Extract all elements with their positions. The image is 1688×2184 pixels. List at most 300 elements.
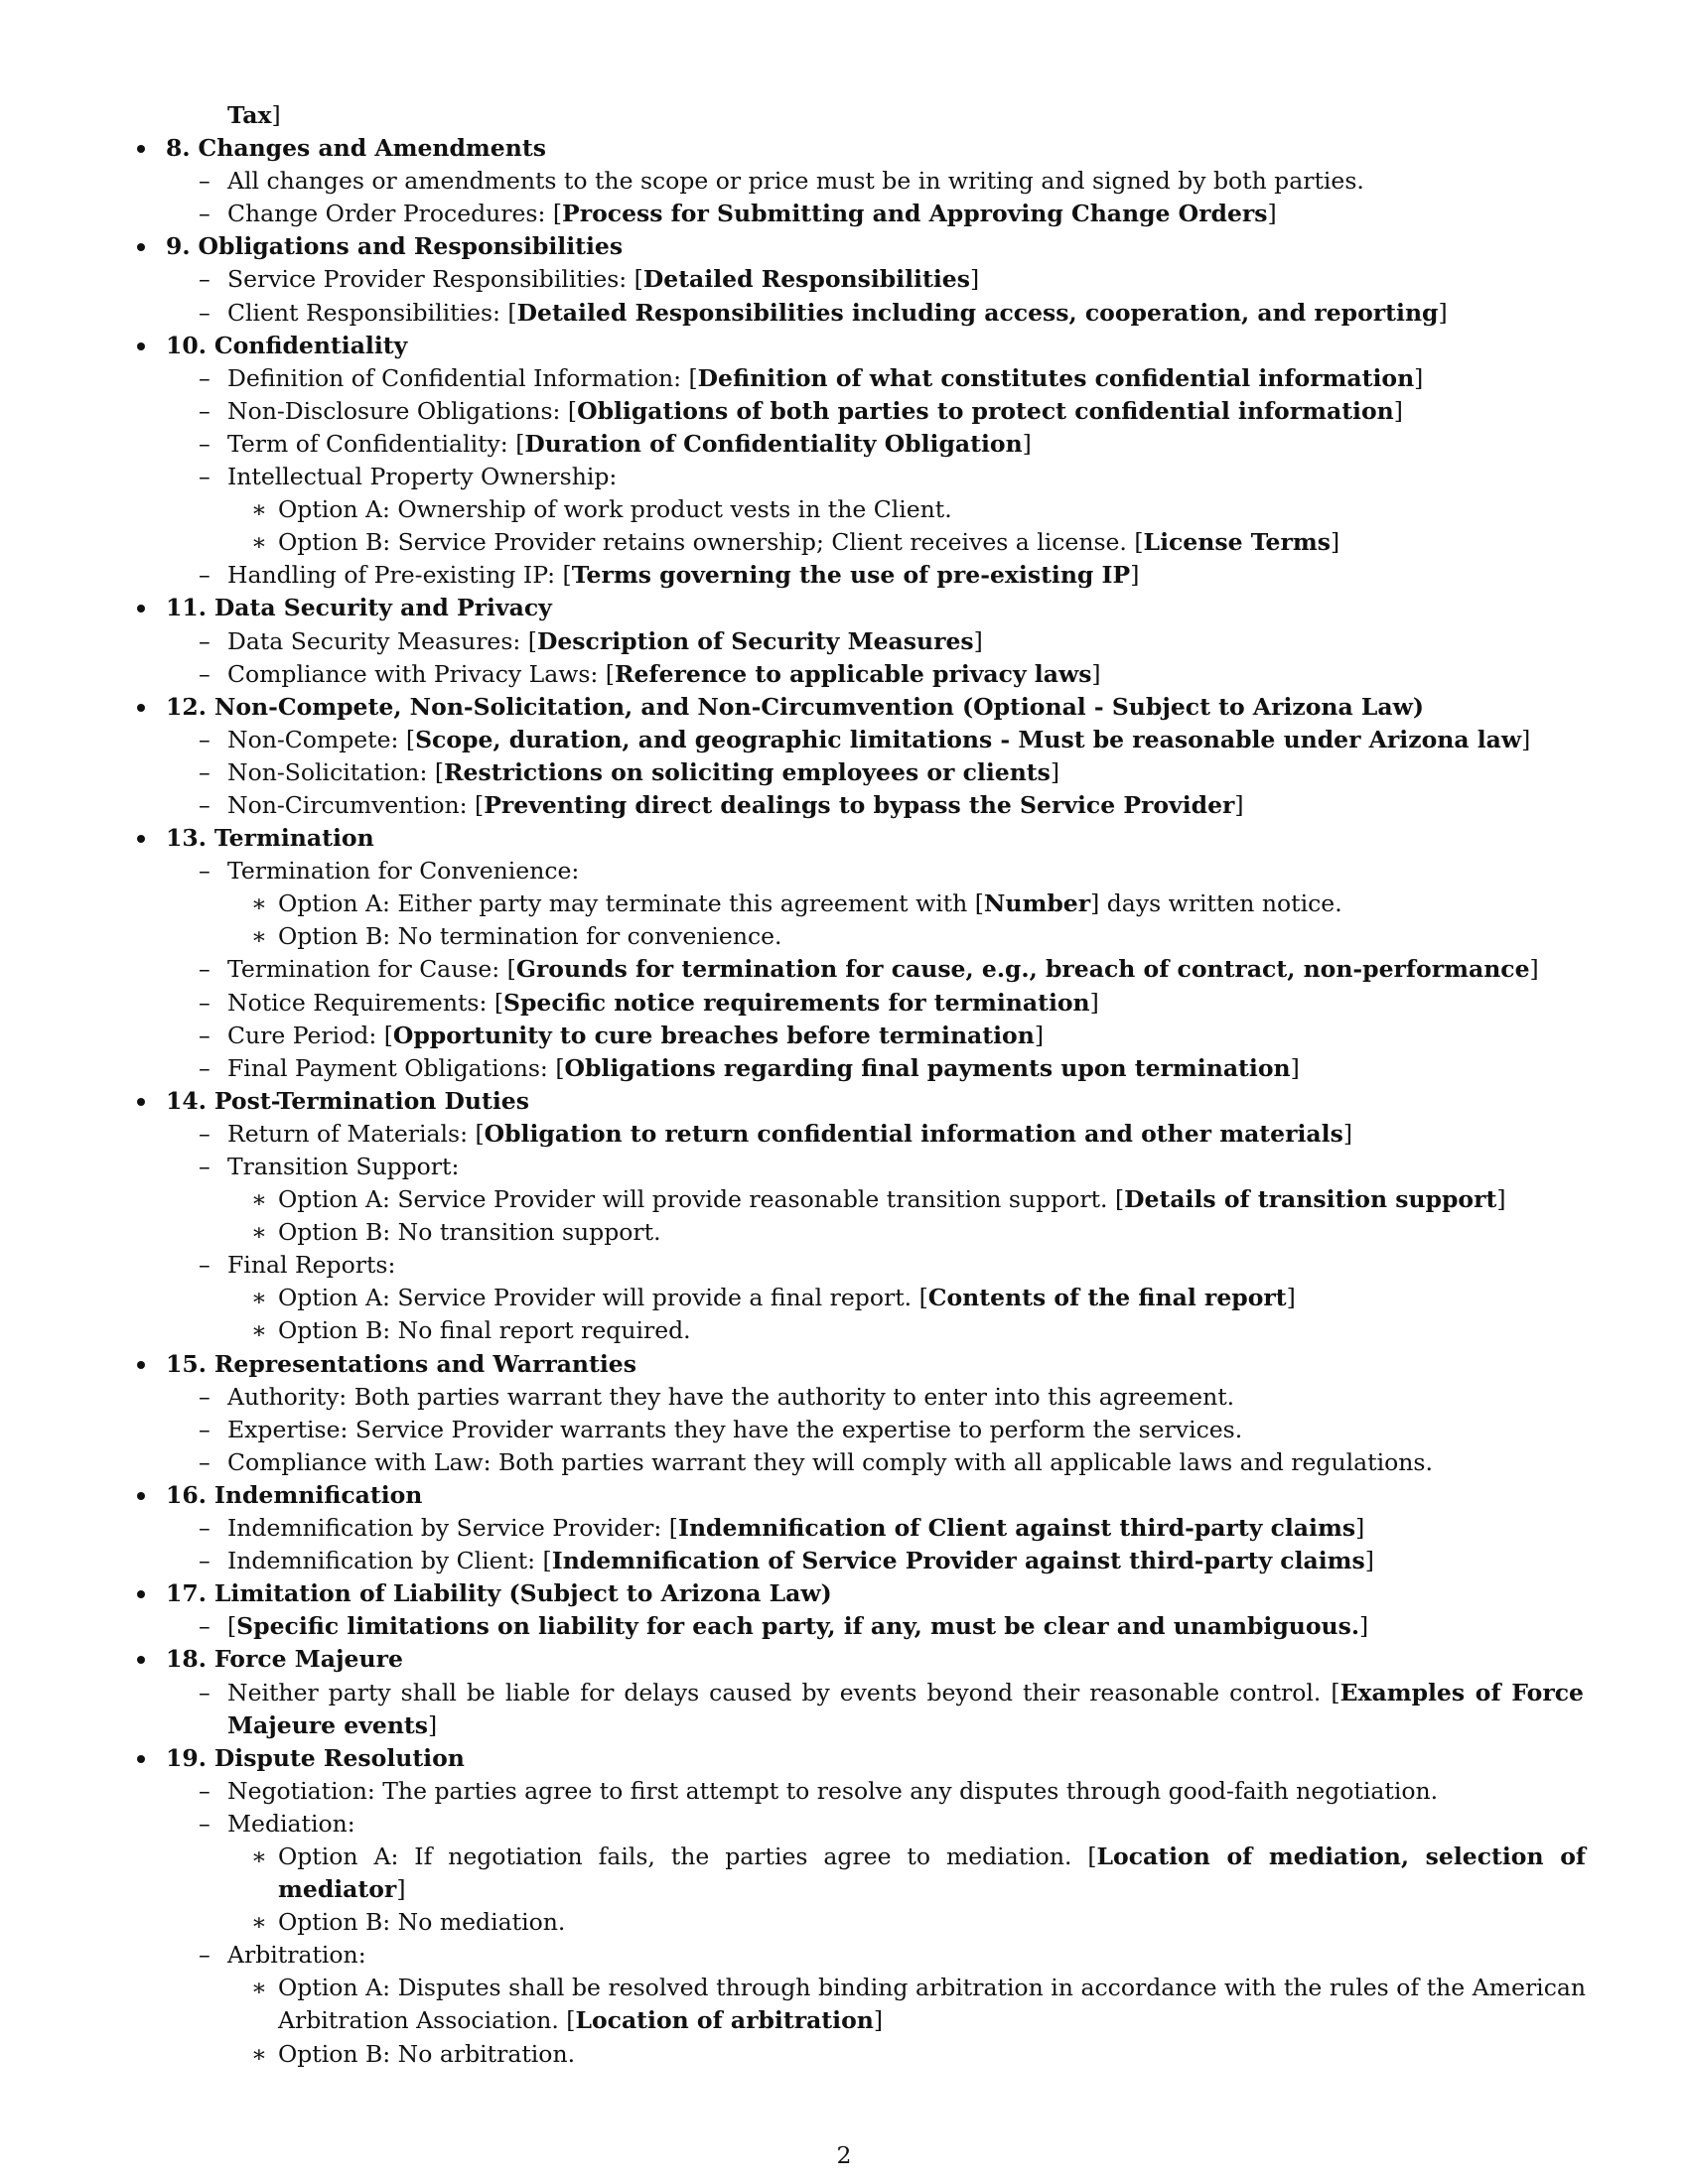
list-item xyxy=(134,1020,1584,1052)
dash-marker-icon: – xyxy=(199,1053,211,1082)
dash-marker-icon: – xyxy=(199,790,211,819)
item-text xyxy=(227,430,1032,458)
section-number: 19. xyxy=(166,1743,207,1772)
section-title xyxy=(166,824,374,852)
body-text: Client Responsibilities: [ xyxy=(227,298,517,327)
section-heading xyxy=(134,132,1584,165)
list-item xyxy=(134,1381,1584,1414)
item-text xyxy=(227,758,1059,786)
body-text: Indemnification by Client: [ xyxy=(227,1547,552,1575)
dash-marker-icon: – xyxy=(199,167,211,196)
body-text: ] xyxy=(873,2006,884,2035)
list-item xyxy=(134,165,1584,198)
placeholder-text: Indemnification of Service Provider against third-party claims xyxy=(551,1547,1365,1575)
body-text: Arbitration: xyxy=(227,1941,366,1970)
section-heading xyxy=(134,330,1584,362)
list-item xyxy=(134,987,1584,1020)
sub-list-item xyxy=(134,2038,1584,2071)
asterisk-marker-icon: ∗ xyxy=(251,2039,267,2068)
list-item xyxy=(134,1052,1584,1085)
body-text: ] xyxy=(969,265,980,294)
body-text: Option A: If negotiation fails, the parties agree to mediation. [ xyxy=(278,1842,1097,1870)
item-text xyxy=(227,1416,1242,1443)
body-text: Option A: Service Provider will provide a final report. [ xyxy=(278,1284,928,1312)
bullet-icon xyxy=(137,1492,145,1500)
body-text: All changes or amendments to the scope or price must be in writing and signed by both parties. xyxy=(227,167,1364,196)
bullet-icon xyxy=(137,1590,145,1598)
asterisk-marker-icon: ∗ xyxy=(251,1974,267,2002)
body-text: ] xyxy=(1359,1612,1369,1641)
section-title-text: Data Security and Privacy xyxy=(213,594,552,622)
body-text: ] xyxy=(1267,200,1277,228)
bullet-icon xyxy=(137,1656,145,1664)
body-text: ] xyxy=(1091,659,1101,688)
section-title xyxy=(166,1481,422,1509)
asterisk-marker-icon: ∗ xyxy=(251,889,267,918)
placeholder-text: Reference to applicable privacy laws xyxy=(614,659,1092,688)
item-text xyxy=(227,1383,1234,1411)
dash-marker-icon: – xyxy=(199,1021,211,1049)
item-text xyxy=(278,1908,565,1936)
section-heading xyxy=(134,230,1584,263)
dash-marker-icon: – xyxy=(199,265,211,294)
item-text xyxy=(227,1514,1364,1542)
section-title xyxy=(166,1744,465,1772)
item-text xyxy=(227,1810,355,1838)
body-text: ] xyxy=(271,101,281,129)
item-text xyxy=(278,922,782,950)
body-text: ] xyxy=(428,1710,438,1739)
item-text xyxy=(278,1185,1505,1213)
body-text: Return of Materials: [ xyxy=(227,1119,485,1148)
body-text: ] xyxy=(1050,757,1060,786)
placeholder-text: Duration of Confidentiality Obligation xyxy=(524,429,1023,458)
body-text: Final Reports: xyxy=(227,1251,396,1280)
bullet-icon xyxy=(137,1755,145,1763)
placeholder-text: Indemnification of Client against third-party claims xyxy=(677,1514,1356,1543)
body-text: Term of Confidentiality: [ xyxy=(227,429,525,458)
placeholder-text: Detailed Responsibilities including access, cooperation, and reporting xyxy=(516,298,1439,327)
page-number: 2 xyxy=(836,2141,852,2169)
section-heading xyxy=(134,592,1584,624)
bullet-icon xyxy=(137,243,145,251)
placeholder-text: Terms governing the use of pre-existing IP xyxy=(571,561,1131,590)
section-title xyxy=(166,332,407,359)
body-text: Option B: No arbitration. xyxy=(278,2039,576,2068)
placeholder-text: Scope, duration, and geographic limitations - Must be reasonable under Arizona law xyxy=(415,725,1522,753)
list-item xyxy=(134,263,1584,296)
bullet-icon xyxy=(137,342,145,350)
dash-marker-icon: – xyxy=(199,1941,211,1970)
placeholder-text: Preventing direct dealings to bypass the Service Provider xyxy=(484,790,1235,819)
placeholder-text: Restrictions on soliciting employees or clients xyxy=(444,757,1051,786)
body-text: ] xyxy=(1438,298,1448,327)
list-item xyxy=(134,1775,1584,1808)
body-text: ] xyxy=(973,626,983,655)
placeholder-text: Detailed Responsibilities xyxy=(642,265,970,294)
placeholder-text: Contents of the final report xyxy=(927,1284,1287,1312)
asterisk-marker-icon: ∗ xyxy=(251,1842,267,1870)
asterisk-marker-icon: ∗ xyxy=(251,1185,267,1214)
section-heading xyxy=(134,822,1584,855)
list-item-continuation xyxy=(134,1709,1584,1742)
list-item xyxy=(134,625,1584,658)
section-title-text: Obligations and Responsibilities xyxy=(198,232,624,261)
section-number: 16. xyxy=(166,1480,207,1509)
dash-marker-icon: – xyxy=(199,1415,211,1443)
body-text: ] xyxy=(1034,1021,1044,1049)
section-title xyxy=(166,1579,832,1607)
asterisk-marker-icon: ∗ xyxy=(251,922,267,951)
body-text: ] xyxy=(1393,396,1403,425)
section-title-text: Force Majeure xyxy=(213,1645,403,1674)
list-item xyxy=(134,395,1584,428)
body-text: Notice Requirements: [ xyxy=(227,988,504,1017)
item-text xyxy=(227,1777,1438,1805)
list-item xyxy=(134,1939,1584,1972)
placeholder-text: Examples of Force xyxy=(1339,1678,1584,1706)
dash-marker-icon: – xyxy=(199,1447,211,1476)
body-text: Negotiation: The parties agree to first attempt to resolve any disputes through good-faith negotiation. xyxy=(227,1776,1439,1805)
section-title-text: Representations and Warranties xyxy=(213,1349,636,1378)
body-text: Data Security Measures: [ xyxy=(227,626,537,655)
placeholder-text: Obligations regarding final payments upon termination xyxy=(564,1053,1291,1082)
section-heading xyxy=(134,1577,1584,1610)
body-text: ] xyxy=(1089,988,1099,1017)
item-text xyxy=(227,1153,459,1180)
dash-marker-icon: – xyxy=(199,659,211,688)
list-item xyxy=(134,1677,1584,1709)
body-text: ] xyxy=(1496,1185,1506,1214)
body-text: ] xyxy=(1130,561,1140,590)
placeholder-text: Description of Security Measures xyxy=(536,626,974,655)
body-text: Option B: No mediation. xyxy=(278,1908,566,1937)
item-text xyxy=(227,364,1423,392)
list-item xyxy=(134,1249,1584,1282)
section-number: 17. xyxy=(166,1579,207,1608)
item-text xyxy=(227,1612,1368,1640)
asterisk-marker-icon: ∗ xyxy=(251,1908,267,1937)
section-number: 18. xyxy=(166,1645,207,1674)
section-number: 11. xyxy=(166,594,207,622)
dash-marker-icon: – xyxy=(199,1514,211,1543)
dash-marker-icon: – xyxy=(199,1547,211,1575)
bullet-icon xyxy=(137,145,145,153)
body-text: [ xyxy=(227,1612,237,1641)
body-text: Neither party shall be liable for delays caused by events beyond their reasonable control. [ xyxy=(227,1678,1340,1706)
section-heading xyxy=(134,1348,1584,1381)
body-text: ] xyxy=(1286,1284,1296,1312)
section-title-text: Limitation of Liability (Subject to Arizona Law) xyxy=(213,1579,832,1608)
list-item xyxy=(134,1808,1584,1841)
body-text: Option A: Disputes shall be resolved through binding arbitration in accordance with the rules of the American xyxy=(278,1974,1586,2002)
dash-marker-icon: – xyxy=(199,757,211,786)
sub-list-item xyxy=(134,526,1584,559)
section-heading xyxy=(134,691,1584,724)
item-text xyxy=(278,1316,691,1344)
dash-marker-icon: – xyxy=(199,1119,211,1148)
item-text xyxy=(227,1022,1044,1049)
body-text: Option A: Either party may terminate this agreement with [ xyxy=(278,889,984,918)
dash-marker-icon: – xyxy=(199,1809,211,1838)
list-item xyxy=(134,724,1584,756)
item-text xyxy=(227,265,979,293)
item-text xyxy=(278,528,1339,556)
body-text: ] xyxy=(1414,363,1424,392)
list-item xyxy=(134,1545,1584,1577)
item-text xyxy=(227,660,1101,688)
dash-marker-icon: – xyxy=(199,463,211,491)
item-text xyxy=(227,101,281,129)
body-text: Compliance with Law: Both parties warrant they will comply with all applicable laws and regulations. xyxy=(227,1447,1433,1476)
bullet-icon xyxy=(137,605,145,613)
item-text xyxy=(227,791,1244,819)
item-text xyxy=(227,463,617,490)
item-text xyxy=(227,1711,437,1739)
body-text: ] xyxy=(1355,1514,1365,1543)
dash-marker-icon: – xyxy=(199,429,211,458)
section-title-text: Indemnification xyxy=(213,1480,423,1509)
placeholder-text: Obligations of both parties to protect confidential information xyxy=(577,396,1394,425)
dash-marker-icon: – xyxy=(199,200,211,228)
section-title-text: Confidentiality xyxy=(213,331,408,359)
item-text xyxy=(227,200,1277,227)
placeholder-text: Obligation to return confidential information and other materials xyxy=(484,1119,1343,1148)
asterisk-marker-icon: ∗ xyxy=(251,1218,267,1247)
placeholder-text: mediator xyxy=(278,1875,397,1904)
item-text xyxy=(278,495,952,523)
placeholder-text: Tax xyxy=(227,101,272,129)
list-item xyxy=(134,789,1584,822)
body-text: ] xyxy=(1364,1547,1374,1575)
dash-marker-icon: – xyxy=(199,626,211,655)
body-text: ] xyxy=(1342,1119,1352,1148)
body-text: Option A: Service Provider will provide reasonable transition support. [ xyxy=(278,1185,1125,1214)
list-item xyxy=(134,559,1584,592)
section-number: 9. xyxy=(166,232,191,261)
dash-marker-icon: – xyxy=(199,561,211,590)
body-text: Compliance with Privacy Laws: [ xyxy=(227,659,615,688)
body-text: ] xyxy=(1022,429,1032,458)
section-title-text: Changes and Amendments xyxy=(198,134,546,163)
placeholder-text: Location of arbitration xyxy=(575,2006,874,2035)
body-text: Indemnification by Service Provider: [ xyxy=(227,1514,678,1543)
body-text: Definition of Confidential Information: [ xyxy=(227,363,698,392)
section-title xyxy=(166,134,546,162)
section-title-text: Termination xyxy=(213,824,374,853)
document-body xyxy=(134,99,1584,2071)
list-item xyxy=(134,756,1584,789)
list-item xyxy=(134,1151,1584,1183)
item-text xyxy=(227,627,983,655)
dash-marker-icon: – xyxy=(199,955,211,984)
list-item xyxy=(134,855,1584,887)
body-text: Transition Support: xyxy=(227,1153,460,1180)
body-text: Non-Disclosure Obligations: [ xyxy=(227,396,578,425)
item-text xyxy=(227,561,1139,589)
dash-marker-icon: – xyxy=(199,396,211,425)
section-title xyxy=(166,232,623,260)
item-text xyxy=(227,397,1403,425)
dash-marker-icon: – xyxy=(199,1382,211,1411)
list-item xyxy=(134,461,1584,493)
body-text: ] xyxy=(1529,955,1539,984)
item-text xyxy=(227,989,1099,1017)
body-text: Option A: Ownership of work product vests in the Client. xyxy=(278,495,952,524)
placeholder-text: Number xyxy=(983,889,1091,918)
asterisk-marker-icon: ∗ xyxy=(251,495,267,524)
body-text: Final Payment Obligations: [ xyxy=(227,1053,565,1082)
item-text xyxy=(227,167,1364,195)
bullet-icon xyxy=(137,835,145,843)
item-text xyxy=(278,1284,1296,1311)
sub-list-item xyxy=(134,1841,1584,1873)
placeholder-text: Opportunity to cure breaches before termination xyxy=(392,1021,1035,1049)
item-text xyxy=(227,857,579,885)
item-text xyxy=(278,1218,661,1246)
sub-list-item xyxy=(134,493,1584,526)
dash-marker-icon: – xyxy=(199,363,211,392)
dash-marker-icon: – xyxy=(199,1776,211,1805)
asterisk-marker-icon: ∗ xyxy=(251,1316,267,1345)
section-heading xyxy=(134,1479,1584,1512)
list-item xyxy=(134,1414,1584,1446)
body-text: Option B: No termination for convenience. xyxy=(278,922,782,951)
sub-list-item xyxy=(134,1906,1584,1939)
section-title-text: Post-Termination Duties xyxy=(213,1086,529,1115)
body-text: ] xyxy=(1521,725,1531,753)
body-text: Cure Period: [ xyxy=(227,1021,393,1049)
placeholder-text: Specific limitations on liability for each party, if any, must be clear and unambiguous. xyxy=(236,1612,1360,1641)
dash-marker-icon: – xyxy=(199,725,211,753)
item-text xyxy=(227,726,1530,753)
item-text xyxy=(278,2006,883,2034)
dash-marker-icon: – xyxy=(199,1678,211,1706)
sub-list-item xyxy=(134,1216,1584,1249)
dash-marker-icon: – xyxy=(199,1153,211,1180)
placeholder-text: Majeure events xyxy=(227,1710,429,1739)
body-text: Non-Circumvention: [ xyxy=(227,790,485,819)
dash-marker-icon: – xyxy=(199,857,211,886)
list-item-continuation xyxy=(134,1873,1584,1906)
body-text: Expertise: Service Provider warrants they have the expertise to perform the services. xyxy=(227,1415,1243,1443)
item-text xyxy=(227,1547,1374,1574)
body-text: Change Order Procedures: [ xyxy=(227,200,563,228)
body-text: Handling of Pre-existing IP: [ xyxy=(227,561,572,590)
section-heading xyxy=(134,1742,1584,1775)
section-number: 13. xyxy=(166,824,207,853)
placeholder-text: Specific notice requirements for termination xyxy=(503,988,1090,1017)
section-heading xyxy=(134,1643,1584,1676)
section-number: 8. xyxy=(166,134,191,163)
section-title xyxy=(166,1645,403,1673)
list-item-continuation xyxy=(134,99,1584,132)
body-text: ] xyxy=(1234,790,1244,819)
section-title-text: Non-Compete, Non-Solicitation, and Non-Circumvention (Optional - Subject to Arizona Law) xyxy=(213,692,1424,721)
bullet-icon xyxy=(137,1098,145,1106)
body-text: Authority: Both parties warrant they have the authority to enter into this agreement. xyxy=(227,1382,1235,1411)
item-text xyxy=(278,889,1342,917)
bullet-icon xyxy=(137,704,145,712)
sub-list-item xyxy=(134,1314,1584,1347)
dash-marker-icon: – xyxy=(199,1251,211,1280)
list-item-continuation xyxy=(134,2004,1584,2037)
body-text: Non-Solicitation: [ xyxy=(227,757,444,786)
section-number: 10. xyxy=(166,331,207,359)
section-title xyxy=(166,594,552,621)
sub-list-item xyxy=(134,1183,1584,1216)
asterisk-marker-icon: ∗ xyxy=(251,528,267,557)
dash-marker-icon: – xyxy=(199,988,211,1017)
body-text: Option B: No transition support. xyxy=(278,1218,661,1247)
list-item xyxy=(134,428,1584,461)
section-number: 14. xyxy=(166,1086,207,1115)
section-heading xyxy=(134,1085,1584,1118)
item-text xyxy=(278,1972,1586,2004)
list-item xyxy=(134,1512,1584,1545)
body-text: ] xyxy=(396,1875,406,1904)
body-text: Service Provider Responsibilities: [ xyxy=(227,265,643,294)
section-title xyxy=(166,1087,529,1115)
dash-marker-icon: – xyxy=(199,298,211,327)
sub-list-item xyxy=(134,887,1584,920)
asterisk-marker-icon: ∗ xyxy=(251,1284,267,1312)
item-text xyxy=(227,955,1539,983)
item-text xyxy=(227,1054,1300,1082)
body-text: Non-Compete: [ xyxy=(227,725,416,753)
item-text xyxy=(227,1448,1433,1476)
item-text xyxy=(227,1677,1584,1709)
section-title xyxy=(166,1350,636,1378)
body-text: Option B: No final report required. xyxy=(278,1316,691,1345)
list-item xyxy=(134,297,1584,330)
placeholder-text: Location of mediation, selection of xyxy=(1096,1842,1586,1870)
sub-list-item xyxy=(134,1282,1584,1314)
dash-marker-icon: – xyxy=(199,1612,211,1641)
list-item xyxy=(134,362,1584,395)
placeholder-text: Process for Submitting and Approving Change Orders xyxy=(562,200,1268,228)
item-text xyxy=(227,1120,1352,1148)
list-item xyxy=(134,1610,1584,1643)
body-text: Termination for Convenience: xyxy=(227,857,580,886)
list-item xyxy=(134,953,1584,986)
body-text: ] xyxy=(1330,528,1340,557)
sub-list-item xyxy=(134,920,1584,953)
item-text xyxy=(278,1841,1586,1873)
bullet-icon xyxy=(137,1361,145,1369)
list-item xyxy=(134,658,1584,691)
body-text: ] xyxy=(1290,1053,1300,1082)
item-text xyxy=(227,1251,395,1279)
list-item xyxy=(134,1446,1584,1479)
item-text xyxy=(227,299,1448,327)
body-text: Arbitration Association. [ xyxy=(278,2006,576,2035)
body-text: Intellectual Property Ownership: xyxy=(227,463,618,491)
body-text: Termination for Cause: [ xyxy=(227,955,516,984)
list-item xyxy=(134,198,1584,230)
body-text: Mediation: xyxy=(227,1809,355,1838)
body-text: ] days written notice. xyxy=(1090,889,1342,918)
body-text: Option B: Service Provider retains ownership; Client receives a license. [ xyxy=(278,528,1144,557)
list-item xyxy=(134,1118,1584,1151)
section-number: 12. xyxy=(166,692,207,721)
item-text xyxy=(278,1875,406,1903)
section-number: 15. xyxy=(166,1349,207,1378)
section-title xyxy=(166,693,1424,721)
item-text xyxy=(227,1941,366,1969)
placeholder-text: Grounds for termination for cause, e.g., breach of contract, non-performance xyxy=(515,955,1530,984)
placeholder-text: License Terms xyxy=(1143,528,1331,557)
